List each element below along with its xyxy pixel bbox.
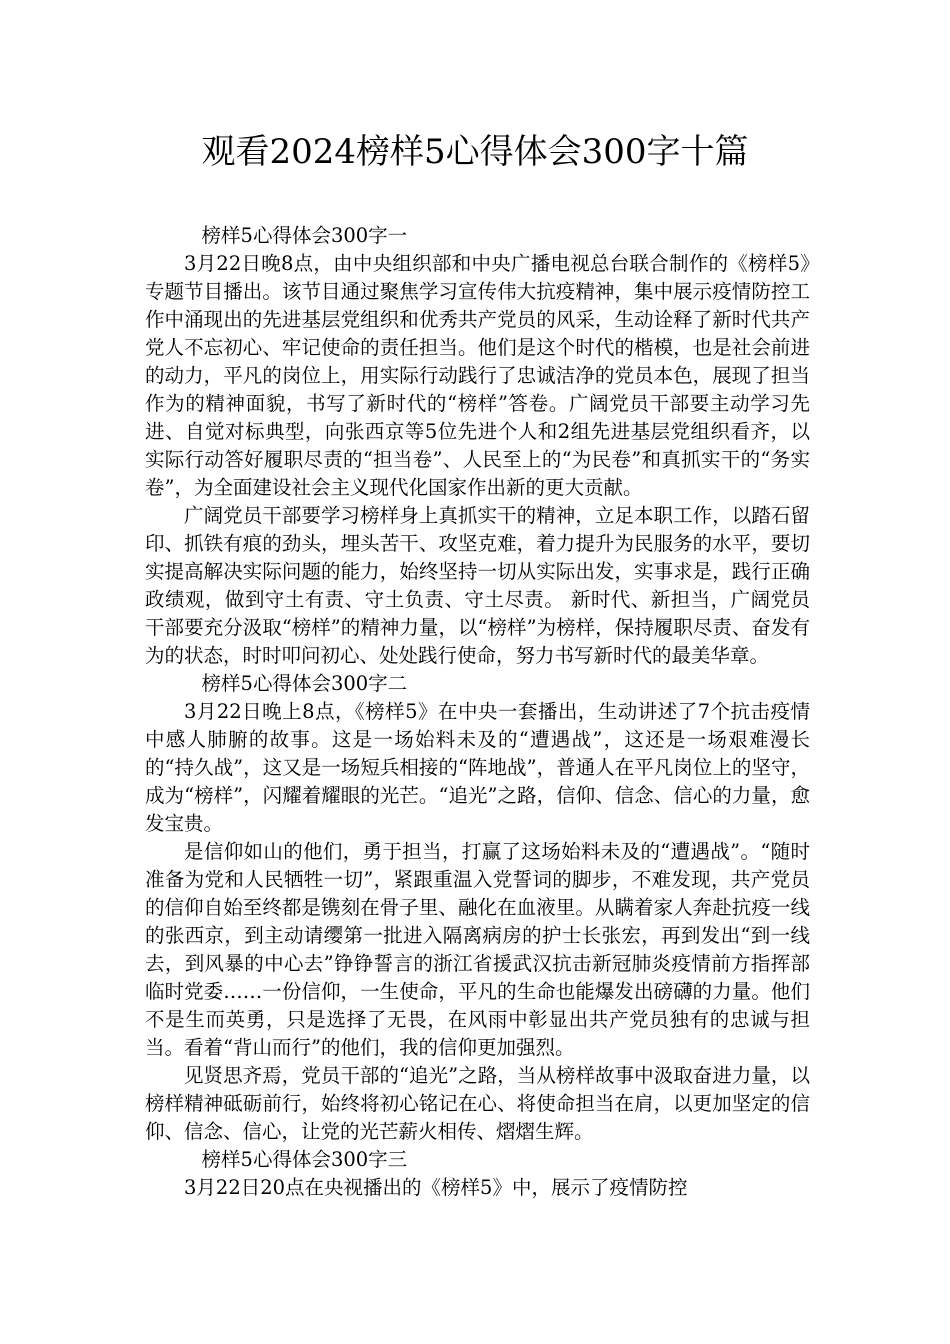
document-title: 观看2024榜样5心得体会300字十篇: [201, 132, 749, 172]
paragraph: 是信仰如山的他们，勇于担当，打赢了这场始料未及的“遭遇战”。“随时准备为党和人民牺牲一切”，紧跟重温入党誓词的脚步，不难发现，共产党员的信仰自始至终都是镌刻在骨子里、融化在血液里。从瞒着家人奔赴抗疫一线的张西京，到主动请缨第一批进入隔离病房的护士长张宏，再到发出“到一线去，到风暴的中心去”铮铮誓言的浙江省援武汉抗击新冠肺炎疫情前方指挥部临时党委……一份信仰，一生使命，平凡的生命也能爆发出磅礴的力量。他们不是生而英勇，只是选择了无畏，在风雨中彰显出共产党员独有的忠诚与担当。看着“背山而行”的他们，我的信仰更加强烈。: [145, 840, 810, 1059]
paragraph: 3月22日晚上8点，《榜样5》在中央一套播出，生动讲述了7个抗击疫情中感人肺腑的故事。这是一场始料未及的“遭遇战”，这还是一场艰难漫长的“持久战”，这又是一场短兵相接的“阵地战”，普通人在平凡岗位上的坚守，成为“榜样”，闪耀着耀眼的光芒。“追光”之路，信仰、信念、信心的力量，愈发宝贵。: [145, 700, 810, 835]
document-body: [145, 222, 810, 1202]
section-heading-1: 榜样5心得体会300字一: [201, 224, 408, 247]
paragraph: 见贤思齐焉，党员干部的“追光”之路，当从榜样故事中汲取奋进力量，以榜样精神砥砺前行，始终将初心铭记在心、将使命担当在肩，以更加坚定的信仰、信念、信心，让党的光芒薪火相传、熠熠生辉。: [145, 1064, 810, 1143]
section-heading-2: 榜样5心得体会300字二: [201, 672, 408, 695]
paragraph: 3月22日20点在央视播出的《榜样5》中，展示了疫情防控: [184, 1176, 688, 1199]
section-heading-3: 榜样5心得体会300字三: [201, 1148, 408, 1171]
paragraph: 广阔党员干部要学习榜样身上真抓实干的精神，立足本职工作，以踏石留印、抓铁有痕的劲头，埋头苦干、攻坚克难，着力提升为民服务的水平，要切实提高解决实际问题的能力，始终坚持一切从实际出发，实事求是，践行正确政绩观，做到守土有责、守土负责、守土尽责。 新时代、新担当，广阔党员干部要充分汲取“榜样”的精神力量，以“榜样”为榜样，保持履职尽责、奋发有为的状态，时时叩问初心、处处践行使命，努力书写新时代的最美华章。: [145, 504, 810, 667]
paragraph: 3月22日晚8点，由中央组织部和中央广播电视总台联合制作的《榜样5》专题节目播出。该节目通过聚焦学习宣传伟大抗疫精神，集中展示疫情防控工作中涌现出的先进基层党组织和优秀共产党员的风采，生动诠释了新时代共产党人不忘初心、牢记使命的责任担当。他们是这个时代的楷模，也是社会前进的动力，平凡的岗位上，用实际行动践行了忠诚洁净的党员本色，展现了担当作为的精神面貌，书写了新时代的“榜样”答卷。广阔党员干部要主动学习先进、自觉对标典型，向张西京等5位先进个人和2组先进基层党组织看齐，以实际行动答好履职尽责的“担当卷”、人民至上的“为民卷”和真抓实干的“务实卷”，为全面建设社会主义现代化国家作出新的更大贡献。: [145, 252, 810, 499]
